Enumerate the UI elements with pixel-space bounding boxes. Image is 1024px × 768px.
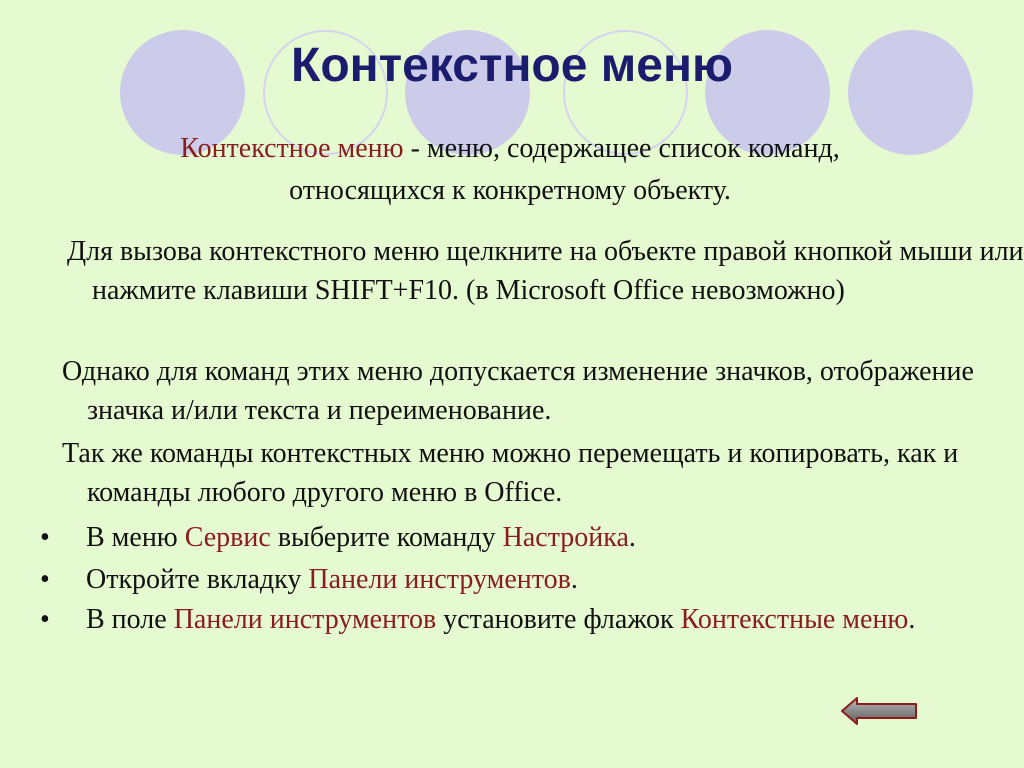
definition-term: Контекстное меню [180, 133, 404, 164]
slide-title: Контекстное меню [291, 39, 733, 92]
paragraph-icons: Однако для команд этих меню допускается изменение значков, отображение значка и/или текста и переименование. [62, 356, 974, 426]
paragraph-call-menu: Для вызова контекстного меню щелкните на объекте правой кнопкой мыши или нажмите клавиши SHIFT+F10. (в Microsoft Office невозможно) [67, 236, 1024, 306]
bullet-highlight: Сервис [184, 522, 271, 553]
paragraph-copy: Так же команды контекстных меню можно перемещать и копировать, как и команды любого другого меню в Office. [62, 438, 959, 508]
bullet-text: В меню [86, 522, 185, 553]
definition-text: - меню, содержащее список команд, относящихся к конкретному объекту. [289, 133, 840, 206]
bullet-highlight: Панели инструментов [308, 564, 571, 595]
bullet-highlight: Панели инструментов [173, 604, 437, 635]
bullet-text: В поле [86, 604, 174, 635]
bullet-highlight: Настройка [502, 522, 629, 553]
bullet-highlight: Контекстные меню [680, 604, 909, 635]
left-arrow-icon [840, 696, 918, 726]
bullet-text: . [570, 564, 578, 595]
bullet-marker: • [40, 522, 50, 553]
bullet-text: . [628, 522, 636, 553]
bullet-marker: • [40, 604, 50, 635]
bullet-text: Откройте вкладку [86, 564, 309, 595]
bullet-marker: • [40, 564, 50, 595]
bullet-text: . [908, 604, 916, 635]
bullet-text: выберите команду [270, 522, 503, 553]
back-button[interactable] [840, 696, 918, 726]
definition [100, 128, 920, 212]
bullet-text: установите флажок [436, 604, 681, 635]
